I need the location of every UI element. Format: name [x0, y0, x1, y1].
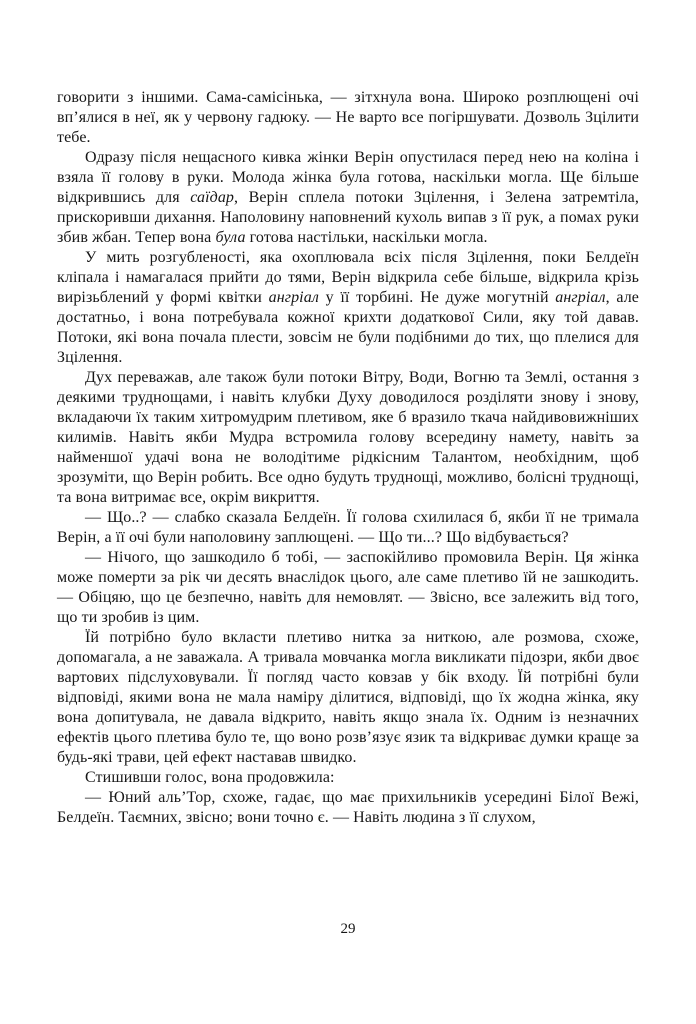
paragraph: [57, 788, 639, 828]
text-run: — Нічого, що зашкодило б тобі, — заспокійливо промовила Верін. Ця жінка може померти за рік чи десять внаслідок цього, але саме плетиво їй не зашкодить. — Обіцяю, що це безпечно, навіть для немовлят. — Звісно, все залежить від того, що ти зробив із цим.: [57, 549, 639, 626]
italic-run: ангріал: [268, 289, 319, 306]
text-run: Стишивши голос, вона продовжила:: [85, 769, 335, 786]
text-run: говорити з іншими. Сама-самісінька, — зітхнула вона. Широко розплющені очі вп’ялися в неї, як у червону гадюку. — Не варто все погіршувати. Дозволь Зцілити тебе.: [57, 89, 639, 146]
text-block: [57, 88, 639, 828]
italic-run: була: [215, 229, 246, 246]
paragraph: [57, 768, 639, 788]
text-run: , Верін сплела потоки Зцілення, і Зелена затремтіла, прискоривши дихання. Наполовину наповнений кухоль випав з її рук, а помах руки збив жбан. Тепер вона: [57, 189, 639, 246]
page-number: 29: [340, 921, 356, 937]
text-run: , але достатньо, і вона потребувала кожної крихти додаткової Сили, яку той давав. Потоки, які вона почала плести, зовсім не були подібними до тих, що плелися для Зцілення.: [57, 289, 639, 366]
italic-run: саїдар: [190, 189, 235, 206]
paragraph: [57, 148, 639, 248]
text-run: Дух переважав, але також були потоки Вітру, Води, Вогню та Землі, остання з деякими труднощами, і навіть клубки Духу доводилося розділяти знову і знову, вкладаючи їх таким хитромудрим плетивом, яке б вразило ткача найдивовижніших килимів. Навіть якби Мудра встромила голову всередину намету, навіть за найменшої удачі вона не володітиме рідкісним Талантом, необхідним, щоб зрозуміти, що Верін робить. Все одно будуть труднощі, можливо, болісні труднощі, та вона витримає все, окрім викриття.: [57, 369, 639, 506]
italic-run: ангріал: [555, 289, 606, 306]
text-run: У мить розгубленості, яка охоплювала всіх після Зцілення, поки Белдеїн кліпала і намагалася прийти до тями, Верін відкрила себе більше, відкрила крізь вирізьблений у формі квітки: [57, 249, 639, 306]
paragraph: [57, 628, 639, 768]
paragraph: [57, 88, 639, 148]
paragraph: [57, 368, 639, 508]
text-run: Одразу після нещасного кивка жінки Верін опустилася перед нею на коліна і взяла її голову в руки. Молода жінка була готова, наскільки могла. Ще більше відкрившись для: [57, 149, 639, 206]
text-run: Їй потрібно було вкласти плетиво нитка за ниткою, але розмова, схоже, допомагала, а не заважала. А тривала мовчанка могла викликати підозри, якби двоє вартових підслуховували. Її погляд часто ковзав у бік входу. Їй потрібні були відповіді, якими вона не мала наміру ділитися, відповіді, що їх жодна жінка, яку вона допитувала, не давала відкрито, навіть якщо знала їх. Одним із незначних ефектів цього плетива було те, що воно розв’язує язик та відкриває думки краще за будь-які трави, цей ефект наставав швидко.: [57, 629, 639, 766]
text-run: — Що..? — слабко сказала Белдеїн. Її голова схилилася б, якби її не тримала Верін, а її очі були наполовину заплющені. — Що ти...? Що відбувається?: [57, 509, 639, 546]
paragraph: [57, 508, 639, 548]
paragraph: [57, 248, 639, 368]
text-run: — Юний аль’Тор, схоже, гадає, що має прихильників усередині Білої Вежі, Белдеїн. Таємних, звісно; вони точно є. — Навіть людина з її слухом,: [57, 789, 639, 826]
text-run: готова настільки, наскільки могла.: [245, 229, 488, 246]
text-run: у її торбині. Не дуже могутній: [318, 289, 556, 306]
paragraph: [57, 548, 639, 628]
